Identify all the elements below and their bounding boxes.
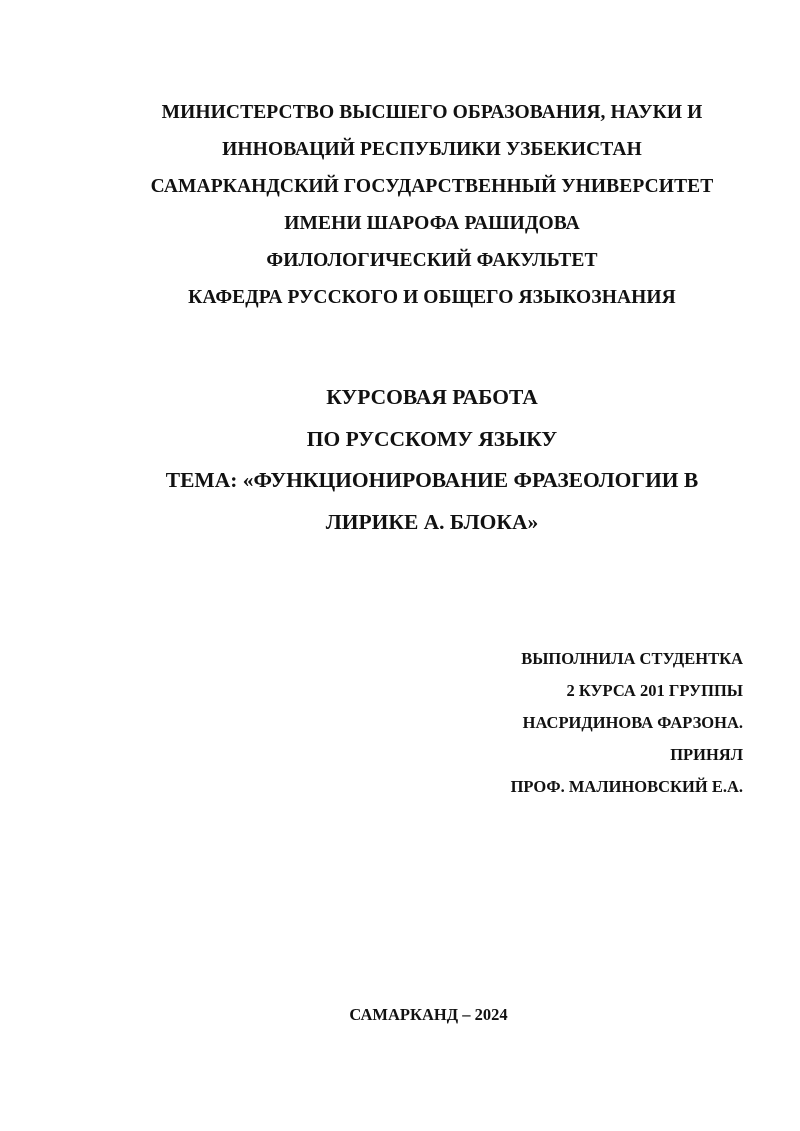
header-line-department: КАФЕДРА РУССКОГО И ОБЩЕГО ЯЗЫКОЗНАНИЯ [188, 287, 676, 308]
institution-header [0, 94, 800, 316]
author-line-student-name: НАСРИДИНОВА ФАРЗОНА. [522, 713, 743, 732]
author-line-accepted-by: ПРИНЯЛ [670, 745, 743, 764]
title-line-topic: ТЕМА: «ФУНКЦИОНИРОВАНИЕ ФРАЗЕОЛОГИИ В [165, 468, 699, 492]
author-line-performed-by: ВЫПОЛНИЛА СТУДЕНТКА [521, 649, 743, 668]
author-info [511, 643, 743, 803]
title-line-topic-continued: ЛИРИКЕ А. БЛОКА» [325, 509, 539, 534]
header-line-university-name: ИМЕНИ ШАРОФА РАШИДОВА [284, 213, 580, 234]
header-line-university: САМАРКАНДСКИЙ ГОСУДАРСТВЕННЫЙ УНИВЕРСИТЕТ [150, 176, 714, 197]
city-year-footer: САМАРКАНД – 2024 [349, 1005, 508, 1024]
header-line-faculty: ФИЛОЛОГИЧЕСКИЙ ФАКУЛЬТЕТ [266, 250, 598, 271]
work-title [0, 377, 800, 543]
title-line-subject: ПО РУССКОМУ ЯЗЫКУ [306, 426, 558, 451]
author-line-professor: ПРОФ. МАЛИНОВСКИЙ Е.А. [510, 777, 743, 796]
header-line-republic: ИННОВАЦИЙ РЕСПУБЛИКИ УЗБЕКИСТАН [222, 139, 642, 160]
author-line-group: 2 КУРСА 201 ГРУППЫ [566, 681, 743, 700]
title-line-work-type: КУРСОВАЯ РАБОТА [326, 385, 538, 409]
header-line-ministry: МИНИСТЕРСТВО ВЫСШЕГО ОБРАЗОВАНИЯ, НАУКИ И [161, 102, 703, 123]
